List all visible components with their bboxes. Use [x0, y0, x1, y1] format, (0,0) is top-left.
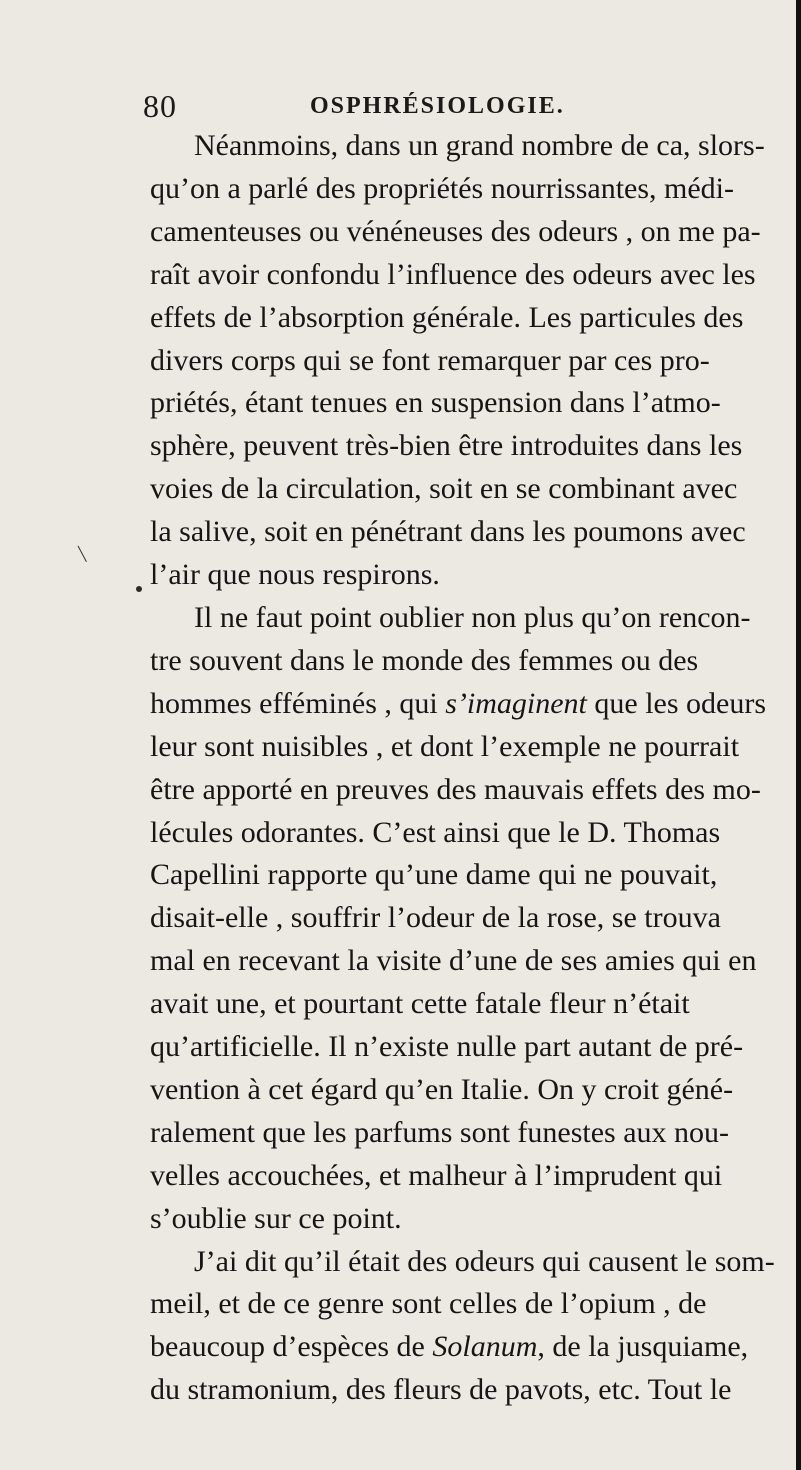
margin-dot [136, 586, 142, 592]
page-header [143, 86, 743, 126]
text-line: raît avoir confondu l’influence des odeurs avec les [150, 257, 756, 291]
text-line: leur sont nuisibles , et dont l’exemple ne pourrait [150, 729, 740, 763]
text-line: velles accouchées, et malheur à l’imprudent qui [150, 1158, 723, 1192]
page-edge-shadow [796, 0, 801, 1470]
text-line: camenteuses ou vénéneuses des odeurs , on me pa- [150, 214, 761, 248]
text-line: la salive, soit en pénétrant dans les poumons avec [150, 515, 746, 549]
text-line: s’oublie sur ce point. [150, 1201, 402, 1235]
text-line: être apporté en preuves des mauvais effets des mo- [150, 772, 761, 806]
text-line: avait une, et pourtant cette fatale fleur n’était [150, 987, 690, 1021]
text-line-with-italic [150, 1326, 750, 1369]
margin-mark [78, 540, 98, 562]
text-line: ralement que les parfums sont funestes aux nou- [150, 1115, 730, 1149]
running-title: OSPHRÉSIOLOGIE. [310, 93, 565, 119]
text-segment: que les odeurs [594, 686, 767, 720]
text-line: lécules odorantes. C’est ainsi que le D. Thomas [150, 815, 721, 849]
text-line: effets de l’absorption générale. Les particules des [150, 300, 744, 334]
text-line: Il ne faut point oublier non plus qu’on rencon- [194, 600, 751, 634]
text-segment: hommes efféminés , qui [150, 686, 438, 720]
text-line: voies de la circulation, soit en se combinant avec [150, 472, 738, 506]
text-line: qu’on a parlé des propriétés nourrissantes, médi- [150, 171, 734, 205]
text-line: priétés, étant tenues en suspension dans l’atmo- [150, 386, 721, 420]
text-line: divers corps qui se font remarquer par ces pro- [150, 343, 710, 377]
text-line: vention à cet égard qu’en Italie. On y croit géné- [150, 1072, 734, 1106]
text-line: mal en recevant la visite d’une de ses amies qui en [150, 944, 757, 978]
text-line: Néanmoins, dans un grand nombre de ca, slors- [194, 129, 765, 162]
text-segment: beaucoup d’espèces de [150, 1330, 425, 1364]
italic-word: Solanum [432, 1330, 538, 1364]
text-segment: , de la jusquiame, [537, 1330, 749, 1364]
page-number: 80 [143, 88, 177, 124]
italic-word: s’imaginent [445, 686, 587, 720]
page-text [150, 125, 775, 1412]
text-line: du stramonium, des fleurs de pavots, etc. Tout le [150, 1373, 732, 1407]
text-line: sphère, peuvent très-bien être introduites dans les [150, 429, 743, 463]
text-line: Capellini rapporte qu’une dame qui ne pouvait, [150, 858, 718, 892]
text-line: qu’artificielle. Il n’existe nulle part autant de pré- [150, 1030, 744, 1064]
text-line: l’air que nous respirons. [150, 558, 440, 592]
text-line: J’ai dit qu’il était des odeurs qui causent le som- [194, 1244, 775, 1278]
text-line: meil, et de ce genre sont celles de l’opium , de [150, 1287, 707, 1321]
text-line-with-italic [150, 683, 767, 726]
text-line: disait-elle , souffrir l’odeur de la rose, se trouva [150, 901, 721, 935]
text-line: tre souvent dans le monde des femmes ou des [150, 643, 699, 677]
